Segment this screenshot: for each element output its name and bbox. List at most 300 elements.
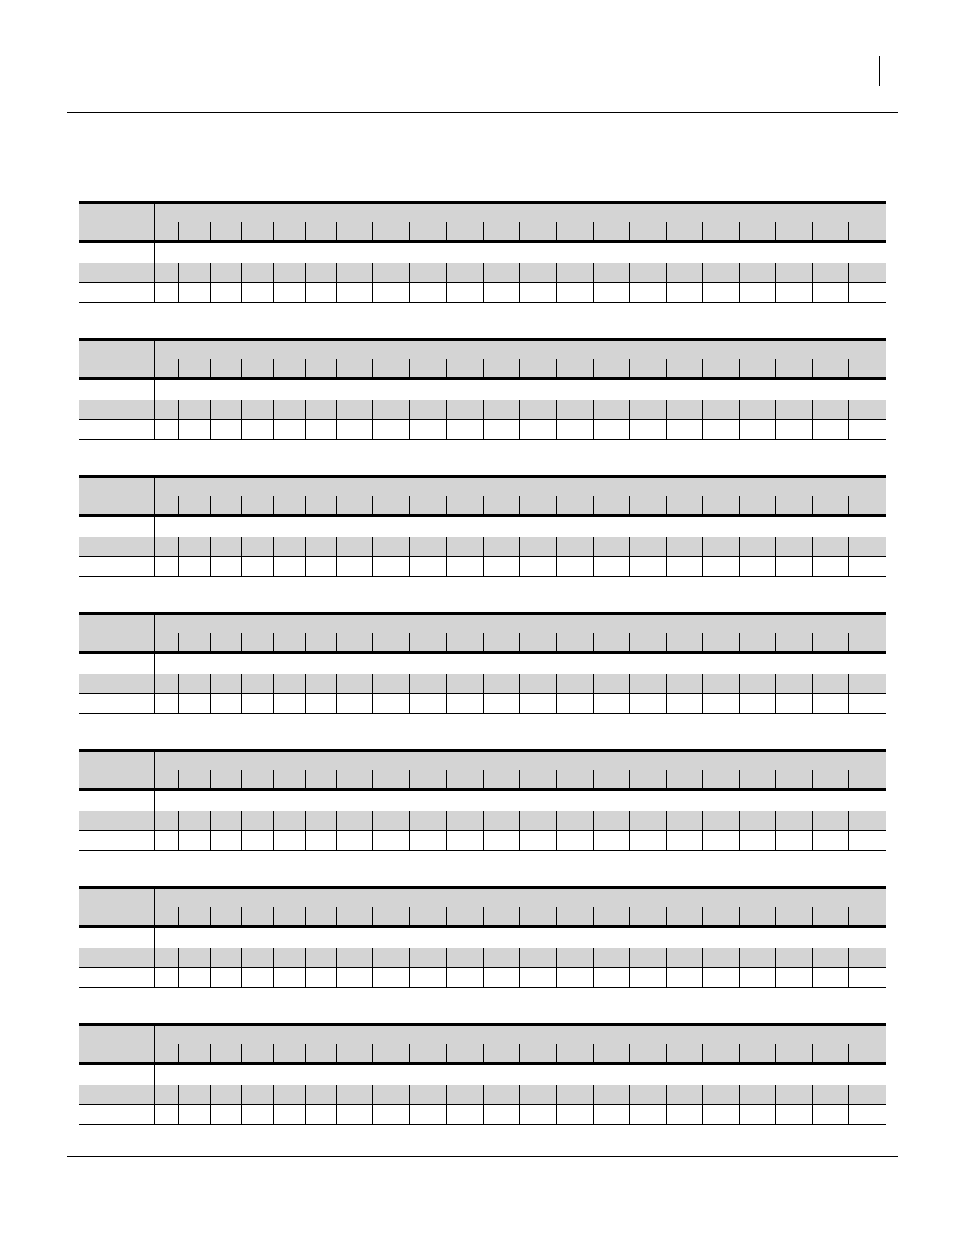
cell-divider — [273, 283, 274, 302]
cell-divider — [372, 811, 373, 830]
spacer-divider — [154, 1065, 155, 1085]
cell-divider — [305, 400, 306, 419]
header-divider — [556, 770, 557, 788]
cell-divider — [848, 694, 849, 713]
header-divider — [372, 496, 373, 514]
spacer-divider — [154, 243, 155, 263]
header-divider — [241, 359, 242, 377]
cell-divider — [409, 948, 410, 967]
cell-divider — [848, 1085, 849, 1104]
cell-divider — [305, 811, 306, 830]
header-divider — [739, 633, 740, 651]
cell-divider — [372, 263, 373, 282]
footer-rule — [67, 1156, 898, 1157]
table-row — [79, 283, 886, 303]
header-divider — [848, 633, 849, 651]
cell-divider — [483, 694, 484, 713]
cell-divider — [775, 283, 776, 302]
table-header-row — [79, 338, 886, 380]
cell-divider — [812, 537, 813, 556]
cell-divider — [666, 420, 667, 439]
cell-divider — [154, 537, 155, 556]
cell-divider — [629, 968, 630, 987]
cell-divider — [848, 948, 849, 967]
cell-divider — [483, 968, 484, 987]
cell-divider — [178, 1105, 179, 1124]
cell-divider — [336, 948, 337, 967]
cell-divider — [336, 831, 337, 850]
cell-divider — [154, 968, 155, 987]
header-divider — [409, 222, 410, 240]
cell-divider — [702, 694, 703, 713]
cell-divider — [446, 968, 447, 987]
header-divider — [273, 359, 274, 377]
cell-divider — [210, 420, 211, 439]
cell-divider — [446, 694, 447, 713]
header-divider — [483, 222, 484, 240]
cell-divider — [273, 674, 274, 693]
header-divider — [519, 907, 520, 925]
header-divider — [409, 496, 410, 514]
header-divider — [629, 1044, 630, 1062]
cell-divider — [593, 263, 594, 282]
header-divider — [409, 907, 410, 925]
cell-divider — [336, 263, 337, 282]
cell-divider — [210, 1085, 211, 1104]
header-divider — [241, 770, 242, 788]
cell-divider — [629, 283, 630, 302]
header-divider — [593, 907, 594, 925]
header-divider — [629, 496, 630, 514]
cell-divider — [241, 557, 242, 576]
blank-table — [79, 1023, 886, 1126]
cell-divider — [305, 283, 306, 302]
cell-divider — [483, 1105, 484, 1124]
cell-divider — [210, 968, 211, 987]
cell-divider — [739, 283, 740, 302]
cell-divider — [848, 968, 849, 987]
header-divider — [178, 359, 179, 377]
cell-divider — [154, 263, 155, 282]
header-divider — [210, 907, 211, 925]
header-divider — [666, 1044, 667, 1062]
table-row — [79, 948, 886, 968]
header-divider — [210, 496, 211, 514]
cell-divider — [336, 283, 337, 302]
cell-divider — [848, 537, 849, 556]
cell-divider — [666, 811, 667, 830]
cell-divider — [848, 263, 849, 282]
cell-divider — [409, 400, 410, 419]
cell-divider — [273, 420, 274, 439]
cell-divider — [629, 537, 630, 556]
cell-divider — [241, 968, 242, 987]
cell-divider — [241, 674, 242, 693]
cell-divider — [241, 831, 242, 850]
header-divider — [154, 204, 155, 240]
cell-divider — [739, 557, 740, 576]
header-divider — [336, 633, 337, 651]
header-divider — [702, 633, 703, 651]
cell-divider — [556, 948, 557, 967]
cell-divider — [556, 1105, 557, 1124]
header-divider — [273, 770, 274, 788]
header-divider — [409, 359, 410, 377]
header-divider — [210, 222, 211, 240]
table-row — [79, 1105, 886, 1125]
table-row — [79, 811, 886, 831]
cell-divider — [483, 537, 484, 556]
cell-divider — [556, 968, 557, 987]
cell-divider — [556, 557, 557, 576]
cell-divider — [812, 283, 813, 302]
header-divider — [775, 633, 776, 651]
spacer-divider — [154, 928, 155, 948]
header-divider — [446, 770, 447, 788]
header-divider — [273, 1044, 274, 1062]
header-divider — [241, 907, 242, 925]
header-divider — [556, 359, 557, 377]
cell-divider — [210, 694, 211, 713]
cell-divider — [178, 537, 179, 556]
cell-divider — [409, 557, 410, 576]
table-spacer-row — [79, 791, 886, 811]
cell-divider — [273, 694, 274, 713]
header-divider — [629, 222, 630, 240]
cell-divider — [812, 831, 813, 850]
header-divider — [666, 907, 667, 925]
cell-divider — [483, 420, 484, 439]
blank-table — [79, 201, 886, 304]
cell-divider — [702, 968, 703, 987]
table-row — [79, 694, 886, 714]
cell-divider — [666, 557, 667, 576]
cell-divider — [178, 948, 179, 967]
cell-divider — [372, 1085, 373, 1104]
header-divider — [812, 907, 813, 925]
table-row — [79, 968, 886, 988]
cell-divider — [178, 557, 179, 576]
header-rule — [67, 112, 898, 113]
cell-divider — [519, 263, 520, 282]
cell-divider — [178, 968, 179, 987]
cell-divider — [666, 283, 667, 302]
cell-divider — [210, 557, 211, 576]
cell-divider — [593, 968, 594, 987]
cell-divider — [372, 674, 373, 693]
header-divider — [519, 496, 520, 514]
cell-divider — [483, 674, 484, 693]
cell-divider — [702, 557, 703, 576]
cell-divider — [556, 811, 557, 830]
header-divider — [372, 770, 373, 788]
cell-divider — [483, 948, 484, 967]
header-divider — [739, 1044, 740, 1062]
cell-divider — [556, 400, 557, 419]
header-divider — [775, 907, 776, 925]
header-divider — [519, 222, 520, 240]
cell-divider — [775, 263, 776, 282]
cell-divider — [154, 831, 155, 850]
cell-divider — [702, 948, 703, 967]
cell-divider — [241, 283, 242, 302]
cell-divider — [241, 811, 242, 830]
cell-divider — [446, 557, 447, 576]
table-row — [79, 420, 886, 440]
cell-divider — [702, 537, 703, 556]
header-divider — [446, 907, 447, 925]
header-divider — [812, 1044, 813, 1062]
cell-divider — [409, 537, 410, 556]
header-divider — [273, 496, 274, 514]
cell-divider — [372, 948, 373, 967]
header-divider — [446, 359, 447, 377]
header-divider — [702, 907, 703, 925]
header-divider — [666, 770, 667, 788]
cell-divider — [775, 537, 776, 556]
cell-divider — [702, 283, 703, 302]
cell-divider — [812, 420, 813, 439]
header-divider — [519, 359, 520, 377]
cell-divider — [154, 948, 155, 967]
cell-divider — [702, 400, 703, 419]
cell-divider — [848, 400, 849, 419]
cell-divider — [629, 1105, 630, 1124]
cell-divider — [154, 694, 155, 713]
cell-divider — [812, 263, 813, 282]
cell-divider — [210, 674, 211, 693]
cell-divider — [702, 1085, 703, 1104]
header-divider — [372, 633, 373, 651]
table-header-row — [79, 201, 886, 243]
cell-divider — [519, 283, 520, 302]
cell-divider — [812, 1105, 813, 1124]
cell-divider — [305, 948, 306, 967]
header-divider — [305, 1044, 306, 1062]
cell-divider — [154, 400, 155, 419]
cell-divider — [273, 831, 274, 850]
cell-divider — [241, 400, 242, 419]
header-divider — [483, 633, 484, 651]
header-divider — [775, 222, 776, 240]
cell-divider — [666, 674, 667, 693]
cell-divider — [775, 694, 776, 713]
header-divider — [409, 1044, 410, 1062]
header-divider — [775, 359, 776, 377]
cell-divider — [702, 811, 703, 830]
table-row — [79, 400, 886, 420]
cell-divider — [336, 400, 337, 419]
cell-divider — [273, 811, 274, 830]
cell-divider — [483, 283, 484, 302]
header-divider — [178, 633, 179, 651]
cell-divider — [812, 674, 813, 693]
cell-divider — [593, 537, 594, 556]
header-divider — [483, 907, 484, 925]
cell-divider — [629, 400, 630, 419]
cell-divider — [702, 1105, 703, 1124]
cell-divider — [629, 674, 630, 693]
header-divider — [702, 1044, 703, 1062]
cell-divider — [629, 811, 630, 830]
header-divider — [702, 770, 703, 788]
cell-divider — [739, 1085, 740, 1104]
header-divider — [446, 496, 447, 514]
cell-divider — [446, 400, 447, 419]
header-divider — [178, 496, 179, 514]
header-divider — [593, 1044, 594, 1062]
cell-divider — [446, 831, 447, 850]
cell-divider — [446, 263, 447, 282]
header-divider — [666, 359, 667, 377]
cell-divider — [629, 263, 630, 282]
header-divider — [812, 222, 813, 240]
table-spacer-row — [79, 243, 886, 263]
cell-divider — [210, 1105, 211, 1124]
cell-divider — [666, 400, 667, 419]
header-divider — [305, 770, 306, 788]
header-divider — [241, 496, 242, 514]
cell-divider — [519, 968, 520, 987]
table-row — [79, 674, 886, 694]
cell-divider — [154, 674, 155, 693]
cell-divider — [556, 831, 557, 850]
header-divider — [702, 496, 703, 514]
header-divider — [593, 633, 594, 651]
cell-divider — [241, 694, 242, 713]
cell-divider — [409, 1105, 410, 1124]
cell-divider — [210, 948, 211, 967]
cell-divider — [519, 948, 520, 967]
cell-divider — [372, 537, 373, 556]
cell-divider — [241, 420, 242, 439]
cell-divider — [812, 811, 813, 830]
cell-divider — [409, 831, 410, 850]
cell-divider — [446, 674, 447, 693]
blank-table — [79, 475, 886, 578]
table-row — [79, 557, 886, 577]
cell-divider — [556, 420, 557, 439]
header-divider — [409, 633, 410, 651]
header-divider — [210, 359, 211, 377]
header-divider — [666, 633, 667, 651]
cell-divider — [178, 831, 179, 850]
table-row — [79, 831, 886, 851]
cell-divider — [593, 831, 594, 850]
header-change-bar — [879, 56, 880, 86]
cell-divider — [666, 694, 667, 713]
cell-divider — [446, 420, 447, 439]
cell-divider — [739, 831, 740, 850]
cell-divider — [593, 557, 594, 576]
cell-divider — [210, 400, 211, 419]
cell-divider — [305, 420, 306, 439]
cell-divider — [775, 674, 776, 693]
cell-divider — [775, 1085, 776, 1104]
cell-divider — [305, 557, 306, 576]
cell-divider — [593, 283, 594, 302]
cell-divider — [775, 420, 776, 439]
cell-divider — [336, 537, 337, 556]
header-divider — [593, 359, 594, 377]
table-spacer-row — [79, 1065, 886, 1085]
cell-divider — [409, 263, 410, 282]
cell-divider — [178, 811, 179, 830]
table-header-row — [79, 612, 886, 654]
cell-divider — [739, 1105, 740, 1124]
cell-divider — [154, 283, 155, 302]
cell-divider — [848, 811, 849, 830]
cell-divider — [336, 557, 337, 576]
header-divider — [775, 770, 776, 788]
cell-divider — [483, 831, 484, 850]
cell-divider — [336, 674, 337, 693]
cell-divider — [446, 1085, 447, 1104]
spacer-divider — [154, 517, 155, 537]
blank-table — [79, 612, 886, 715]
cell-divider — [178, 263, 179, 282]
cell-divider — [775, 1105, 776, 1124]
cell-divider — [483, 811, 484, 830]
cell-divider — [739, 263, 740, 282]
header-divider — [336, 496, 337, 514]
cell-divider — [593, 1105, 594, 1124]
header-divider — [848, 770, 849, 788]
header-divider — [305, 222, 306, 240]
header-divider — [812, 633, 813, 651]
cell-divider — [666, 537, 667, 556]
cell-divider — [519, 400, 520, 419]
header-divider — [210, 1044, 211, 1062]
cell-divider — [519, 1105, 520, 1124]
table-spacer-row — [79, 654, 886, 674]
cell-divider — [848, 283, 849, 302]
header-divider — [372, 1044, 373, 1062]
header-divider — [178, 770, 179, 788]
cell-divider — [409, 1085, 410, 1104]
cell-divider — [273, 1085, 274, 1104]
table-row — [79, 537, 886, 557]
header-divider — [446, 633, 447, 651]
cell-divider — [702, 420, 703, 439]
header-divider — [775, 1044, 776, 1062]
cell-divider — [702, 831, 703, 850]
header-divider — [593, 770, 594, 788]
header-divider — [178, 222, 179, 240]
cell-divider — [241, 948, 242, 967]
header-divider — [812, 359, 813, 377]
cell-divider — [812, 400, 813, 419]
cell-divider — [775, 948, 776, 967]
header-divider — [154, 889, 155, 925]
cell-divider — [305, 263, 306, 282]
cell-divider — [210, 831, 211, 850]
header-divider — [848, 359, 849, 377]
cell-divider — [666, 968, 667, 987]
header-divider — [519, 770, 520, 788]
cell-divider — [336, 420, 337, 439]
cell-divider — [812, 948, 813, 967]
cell-divider — [446, 811, 447, 830]
header-divider — [305, 907, 306, 925]
blank-table — [79, 886, 886, 989]
header-divider — [739, 359, 740, 377]
header-divider — [372, 907, 373, 925]
header-divider — [210, 770, 211, 788]
table-header-row — [79, 475, 886, 517]
cell-divider — [739, 694, 740, 713]
cell-divider — [556, 263, 557, 282]
